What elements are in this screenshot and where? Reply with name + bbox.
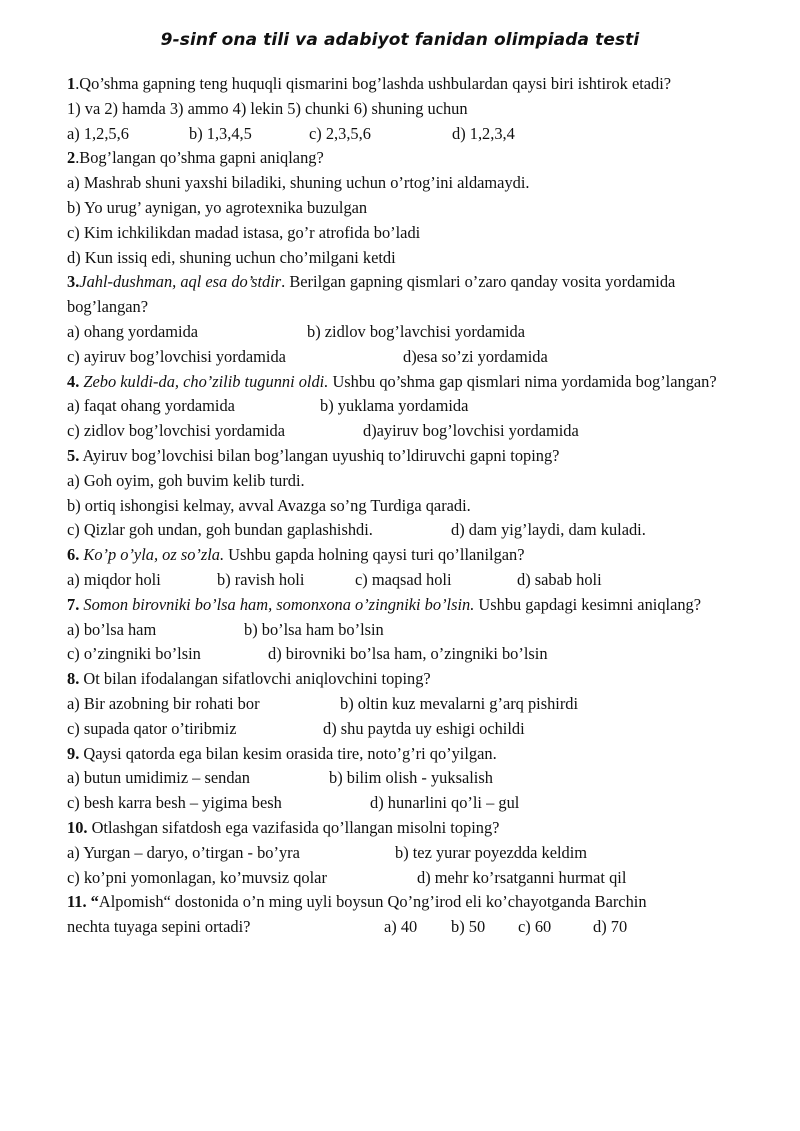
option-c: c) besh karra besh – yigima besh bbox=[67, 793, 282, 813]
question-6-options bbox=[67, 568, 747, 593]
option-b: b) yuklama yordamida bbox=[320, 396, 469, 416]
option-d: d) Kun issiq edi, shuning uchun cho’milgani ketdi bbox=[67, 247, 396, 267]
option-a: a) 40 bbox=[384, 917, 418, 937]
question-text: Ayiruv bog’lovchisi bilan bog’langan uyushiq to’ldiruvchi gapni toping? bbox=[79, 445, 560, 465]
question-text: nechta tuyaga sepini ortadi? bbox=[67, 917, 251, 937]
option-c: c) supada qator o’tiribmiz bbox=[67, 718, 237, 738]
question-3 bbox=[67, 270, 707, 320]
question-number: 5. bbox=[67, 445, 80, 465]
option-c: c) 60 bbox=[518, 917, 552, 937]
option-a: a) 1,2,5,6 bbox=[67, 123, 129, 143]
question-example: Jahl-dushman, aql esa do’stdir bbox=[79, 272, 282, 292]
option-a: a) Mashrab shuni yaxshi biladiki, shuning uchun o’rtog’ini aldamaydi. bbox=[67, 173, 530, 193]
question-7 bbox=[67, 593, 737, 618]
question-4-options-ab bbox=[67, 394, 747, 419]
question-number: 4. bbox=[67, 371, 80, 391]
question-10-options-cd bbox=[67, 866, 747, 891]
question-number: 1 bbox=[67, 74, 76, 93]
question-number: 11. “ bbox=[67, 892, 99, 912]
question-text: . Berilgan gapning qismlari o’zaro qanday vosita yordamida bog’langan? bbox=[67, 272, 676, 317]
option-c: c) Kim ichkilikdan madad istasa, go’r atrofida bo’ladi bbox=[67, 222, 421, 242]
option-d: d) birovniki bo’lsa ham, o’zingniki bo’lsin bbox=[268, 644, 548, 664]
option-b: b) ravish holi bbox=[217, 569, 305, 589]
test-content bbox=[67, 72, 747, 940]
question-11-continued bbox=[67, 915, 747, 940]
question-5-options-cd bbox=[67, 518, 747, 543]
question-5 bbox=[67, 444, 747, 469]
question-text: Ushbu gapda holning qaysi turi qo’llanilgan? bbox=[224, 545, 525, 565]
option-a: a) Bir azobning bir rohati bor bbox=[67, 693, 260, 713]
option-b: b) 50 bbox=[451, 917, 486, 937]
question-1 bbox=[67, 72, 737, 97]
option-b: b) bilim olish - yuksalish bbox=[329, 768, 493, 788]
option-a: a) faqat ohang yordamida bbox=[67, 396, 235, 416]
option-d: d) hunarlini qo’li – gul bbox=[370, 793, 520, 813]
question-10-options-ab bbox=[67, 841, 747, 866]
question-6 bbox=[67, 543, 747, 568]
option-a: a) butun umidimiz – sendan bbox=[67, 768, 250, 788]
question-text: Ushbu gapdagi kesimni aniqlang? bbox=[474, 594, 702, 614]
question-11 bbox=[67, 890, 747, 915]
option-b: b) Yo urug’ aynigan, yo agrotexnika buzulgan bbox=[67, 197, 368, 217]
question-text: Otlashgan sifatdosh ega vazifasida qo’llangan misolni toping? bbox=[87, 817, 500, 837]
option-d: d) 70 bbox=[593, 917, 628, 937]
option-c: c) Qizlar goh undan, goh bundan gaplashishdi. bbox=[67, 520, 373, 540]
option-a: a) bo’lsa ham bbox=[67, 619, 157, 639]
question-4-options-cd bbox=[67, 419, 747, 444]
question-example: Ko’p o’yla, oz so’zla. bbox=[79, 545, 225, 565]
option-c: c) o’zingniki bo’lsin bbox=[67, 644, 201, 664]
question-4 bbox=[67, 370, 737, 395]
question-number: 10. bbox=[67, 817, 88, 837]
option-c: c) maqsad holi bbox=[355, 569, 452, 589]
question-number: 2 bbox=[67, 148, 76, 168]
option-d: d)esa so’zi yordamida bbox=[403, 346, 548, 366]
question-number: 6. bbox=[67, 545, 80, 565]
option-a: a) ohang yordamida bbox=[67, 321, 199, 341]
question-number: 8. bbox=[67, 669, 80, 689]
question-1-options bbox=[67, 122, 747, 147]
option-a: a) Goh oyim, goh buvim kelib turdi. bbox=[67, 470, 305, 490]
question-text: Qaysi qatorda ega bilan kesim orasida tire, noto’g’ri qo’yilgan. bbox=[79, 743, 497, 763]
option-b: b) bo’lsa ham bo’lsin bbox=[244, 619, 384, 639]
question-number: 3. bbox=[67, 272, 80, 292]
question-3-options-cd bbox=[67, 345, 747, 370]
option-a: a) miqdor holi bbox=[67, 569, 161, 589]
question-10 bbox=[67, 816, 747, 841]
question-number: 7. bbox=[67, 594, 80, 614]
option-c: c) 2,3,5,6 bbox=[309, 123, 371, 143]
option-d: d) 1,2,3,4 bbox=[452, 123, 515, 143]
question-8-options-cd bbox=[67, 717, 747, 742]
option-c: c) ayiruv bog’lovchisi yordamida bbox=[67, 346, 286, 366]
question-example: Zebo kuldi-da, cho’zilib tugunni oldi. bbox=[83, 371, 329, 391]
option-d: d) dam yig’laydi, dam kuladi. bbox=[451, 520, 646, 540]
question-3-options-ab bbox=[67, 320, 747, 345]
question-8-options-ab bbox=[67, 692, 747, 717]
question-text: Alpomish“ dostonida o’n ming uyli boysun Qo’ng’irod eli ko’chayotganda Barchin bbox=[98, 892, 647, 912]
option-d: d) shu paytda uy eshigi ochildi bbox=[323, 718, 525, 738]
page-title: 9-sinf ona tili va adabiyot fanidan olimpiada testi bbox=[160, 30, 640, 50]
option-b: b) 1,3,4,5 bbox=[189, 123, 252, 143]
question-9-options-cd bbox=[67, 791, 747, 816]
question-example: Somon birovniki bo’lsa ham, somonxona o’zingniki bo’lsin. bbox=[79, 594, 475, 614]
option-d: d) mehr ko’rsatganni hurmat qil bbox=[417, 867, 627, 887]
question-2 bbox=[67, 146, 747, 171]
option-b: b) tez yurar poyezdda keldim bbox=[395, 842, 588, 862]
option-d: d)ayiruv bog’lovchisi yordamida bbox=[363, 421, 579, 441]
question-9 bbox=[67, 742, 747, 767]
question-text: Ot bilan ifodalangan sifatlovchi aniqlovchini toping? bbox=[79, 669, 431, 689]
question-8 bbox=[67, 667, 747, 692]
question-text: Ushbu qo’shma gap qismlari nima yordamida bog’langan? bbox=[328, 371, 717, 391]
question-9-options-ab bbox=[67, 766, 747, 791]
question-number: 9. bbox=[67, 743, 80, 763]
option-c: c) zidlov bog’lovchisi yordamida bbox=[67, 421, 286, 441]
option-b: b) zidlov bog’lavchisi yordamida bbox=[307, 321, 526, 341]
option-d: d) sabab holi bbox=[517, 569, 602, 589]
question-text: .Bog’langan qo’shma gapni aniqlang? bbox=[75, 148, 324, 168]
question-1-list: 1) va 2) hamda 3) ammo 4) lekin 5) chunki 6) shuning uchun bbox=[67, 98, 468, 118]
question-7-options-cd bbox=[67, 642, 747, 667]
question-7-options-ab bbox=[67, 618, 747, 643]
option-a: a) Yurgan – daryo, o’tirgan - bo’yra bbox=[67, 842, 300, 862]
option-b: b) oltin kuz mevalarni g’arq pishirdi bbox=[340, 693, 579, 713]
question-text: .Qo’shma gapning teng huquqli qismarini bog’lashda ushbulardan qaysi biri ishtirok etadi? bbox=[75, 74, 672, 93]
option-c: c) ko’pni yomonlagan, ko’muvsiz qolar bbox=[67, 867, 327, 887]
option-b: b) ortiq ishongisi kelmay, avval Avazga so’ng Turdiga qaradi. bbox=[67, 495, 471, 515]
